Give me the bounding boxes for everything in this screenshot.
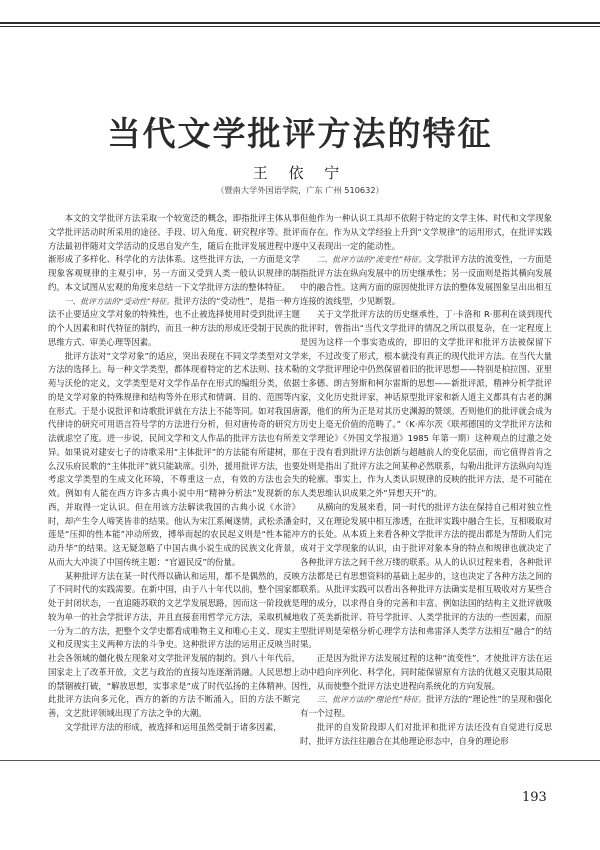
footer-rule bbox=[0, 760, 600, 761]
paragraph-text: 文学批评方法的流变性，一方面是指批评方法在纵向发展中的历史继承性；另一反面则是指其横向发展中的融合性。这两方面的原因使批评方法的整体发展图象呈出出相互连接的流线型，少见断裂。 bbox=[300, 254, 552, 306]
page-number: 193 bbox=[522, 790, 547, 805]
paragraph bbox=[48, 295, 300, 350]
paragraph bbox=[300, 693, 552, 721]
paragraph: 文学批评方法的形成，被选择和运用虽然受制于诸多因素， bbox=[64, 721, 282, 732]
header-rule bbox=[0, 22, 600, 24]
section-heading: 一、批评方法的“受动性”特征。 bbox=[64, 296, 175, 306]
paragraph: 某种批评方法在某一时代得以确认和运用，都不是偶然的，反映了不同时代的实践需要。在新中国，由于八十年代以前，整个国家都处于封闭状态，一直追随苏联的文艺学发展思路，因而这一阶段就是较为单一的社会学批评方法，并且直接套用哲学元方法，采取机械地一分为二的方法，把整个文学史都看成唯物主义和唯心主义、现实主义和反现实主义两种方法的斗争史。这种批评方法的运用正反映当时社会各领域的僵化极左现象对文学批评发展的制约。到八十年代后，国家走上了改革开放，文艺与政治的直接勾连逐渐消融。人民思想上的禁锢被打破，“解放思想，实事求是”成了时代弘扬的主体精神。因此批评方法向多元化，西方的新的方法不断涌入，旧的方法不断完善，文艺批评领域出现了方法之争的大潮。 bbox=[48, 570, 300, 718]
header-rule-thin bbox=[0, 26, 600, 27]
section-heading: 二、批评方法的“流变性”特征。 bbox=[316, 255, 427, 265]
body-column-left bbox=[48, 212, 300, 757]
paragraph: 关于文学批评方法的历史继承性，丁·卡洛和 R·那利在谈到现代批评时，曾指出“当代文学批评的情况之所以很复杂，在一定程度上是因为这样一个事实造成的，即旧的文学批评和批评方法被保留下来，不过改变了形式，根本就没有真正的现代批评方法。在当代大量的文学批评理论中仍然保留着旧的批评思想——特别是柏拉图、亚里士多德、朗吉努斯和柯尔雷斯的思想——新批评派，精神分析学批评家，文化历史批评家，神话原型批评家和新人道主义都具有古老的渊源，他们的所为正是对其历史渊源的赞颂。否则他们的批评就会成为历史上毫无价值的范畴了。”（K·库尔茨《联邦德国的文学批评方法和文学理论》《外国文学报道》1985 年第一期）这种观点的过激之处在于没有看到批评方法创新与超越前人的变化层面，而它值得首肯之处则是指出了批评方法之间某种必然联系，勾勒出批评方法纵向勾连的轮廓。事实上，作为人类认识规律的反映的批评方法，是不可能在人类思维认识成果之外“异想天开”的。 bbox=[300, 309, 552, 498]
paragraph: 批评方法对“文学对象”的适应，突出表现在不同文学类型对文学方法的选择上。每一种文学类型，都体现着特定的艺术法则、技术勒苑与沃伦的定义，文学类型是对文学作品存在形式的编组分类，依据的是文学对象的特殊规律和结构等外在形式和情调、目的、范围等内在形式。于是小说批评和诗歌批评就在方法上不能等同。如对我国唐代律诗的研究可用语言符号学的方法进行分析，但对唐传奇的研究方法就虑空了度。进一步说，民间文学和文人作品的批评方法也有所差异。如果说对建安七子的诗歌采用“主体批评”的方法能有所建树，那么汉乐府民歌的“主体批评”就只能缺席。引外，援用批评方法，也要考虑文学类型的生成文化环境，不尊重这一点，有效的方法也会失效。例如有人能在西方许多古典小说中用“精神分析法”发现新的东西，并取得一定认识。但在用该方法解读我国的古典小说《水浒》时，却产生令人啼笑皆非的结果。他认为宋江系阉遂情，武松杀潘金莲是“压抑的性本能”冲动所致，搏举而起的农民起义则是“性本能冲动升华”的结果。这无疑忽略了中国古典小说生成的民族文化背景，从而大大冲淡了中国传统主题：“官逼民反”的份量。 bbox=[48, 350, 300, 567]
paragraph bbox=[300, 212, 552, 253]
section-heading: 三、批评方法的“理论性”特征。 bbox=[316, 695, 427, 705]
paragraph: 正是因为批评方法发展过程的这种“流变性”，才使批评方法在运动中趋向序列化、科学化，同时能保留原有方法的优越又克服其局限性，从而使整个批评方法史进程向系统化的方向发展。 bbox=[300, 653, 552, 691]
paragraph bbox=[300, 253, 552, 308]
paragraph: 批评的自发阶段即人们对批评和批评方法还没有自觉进行反思时，批评方法往往融合在其他理论形态中，自身的理论形 bbox=[300, 721, 552, 746]
paragraph: 从横向的发展来看，同一时代的批评方法在保持自己相对独立性时，又在理论发展中相互渗透，在批评实践中融合生长，互相吸取对方的长处。从本质上来看各种文学批评方法的提出都是为帮助人们完成对于文学现象的认识，由于批评对象本身的特点和规律也就决定了各种批评方法之间千丝万缕的联系。从人的认识过程来看，各种批评方法都是已有思想资料的基础上起步的，这也决定了各种方法之间的联系。从批评实践可以看出各种批评方法确实是相互吸收对方某些合理的成分，以求得自身的完善和丰富。例如法国的结构主义批评就吸收了英美新批评、符号学批评、人类学批评的方法的一些因素，而原型批评则是荣格分析心理学方法和弗雷泽人类学方法相互“融合”的结果。 bbox=[300, 501, 552, 650]
article-title: 当代文学批评方法的特征 bbox=[107, 114, 493, 153]
paragraph-text: 但他作为一种认识工具却不依附于特定的文学主体、时代和文学现象而存在。作为从文学经验上升到“文学规律”的运用形式，在批评实践中又表现出一定的能动性。 bbox=[300, 213, 552, 251]
paragraph-text: 批评方法的“理论性”的呈现和强化有一个过程。 bbox=[300, 694, 552, 718]
author-affiliation: （暨南大学外国语学院，广东 广州 510632） bbox=[216, 185, 384, 195]
body-column-right bbox=[300, 212, 552, 757]
author-name: 王 依 宁 bbox=[252, 164, 348, 182]
paragraph-text: 批评方法的“受动性”，是指一种方法不止要适应文学对象的特殊性，也不止被选择使用时受到批评主题的个人因素和时代特征的制约，而且一种方法的形成还受制于民族的思维方式、审美心理等因素。 bbox=[48, 295, 300, 347]
paragraph: 本文的文学批评方法采取一个较宽泛的概念，即指批评主体从事文学批评活动时所采用的途径、手段、切入角度、研究程序等。批评方法最初伴随对文学活动的反思自发产生，随后在批评发展进程中逐渐形成了多样化、科学化的方法体系。这些批评方法，一方面是文学现象客观规律的主观引申，另一方面又受到人类一般认识规律的制约。本文试图从宏观的角度来总结一下文学批评方法的整体特征。 bbox=[48, 213, 300, 292]
